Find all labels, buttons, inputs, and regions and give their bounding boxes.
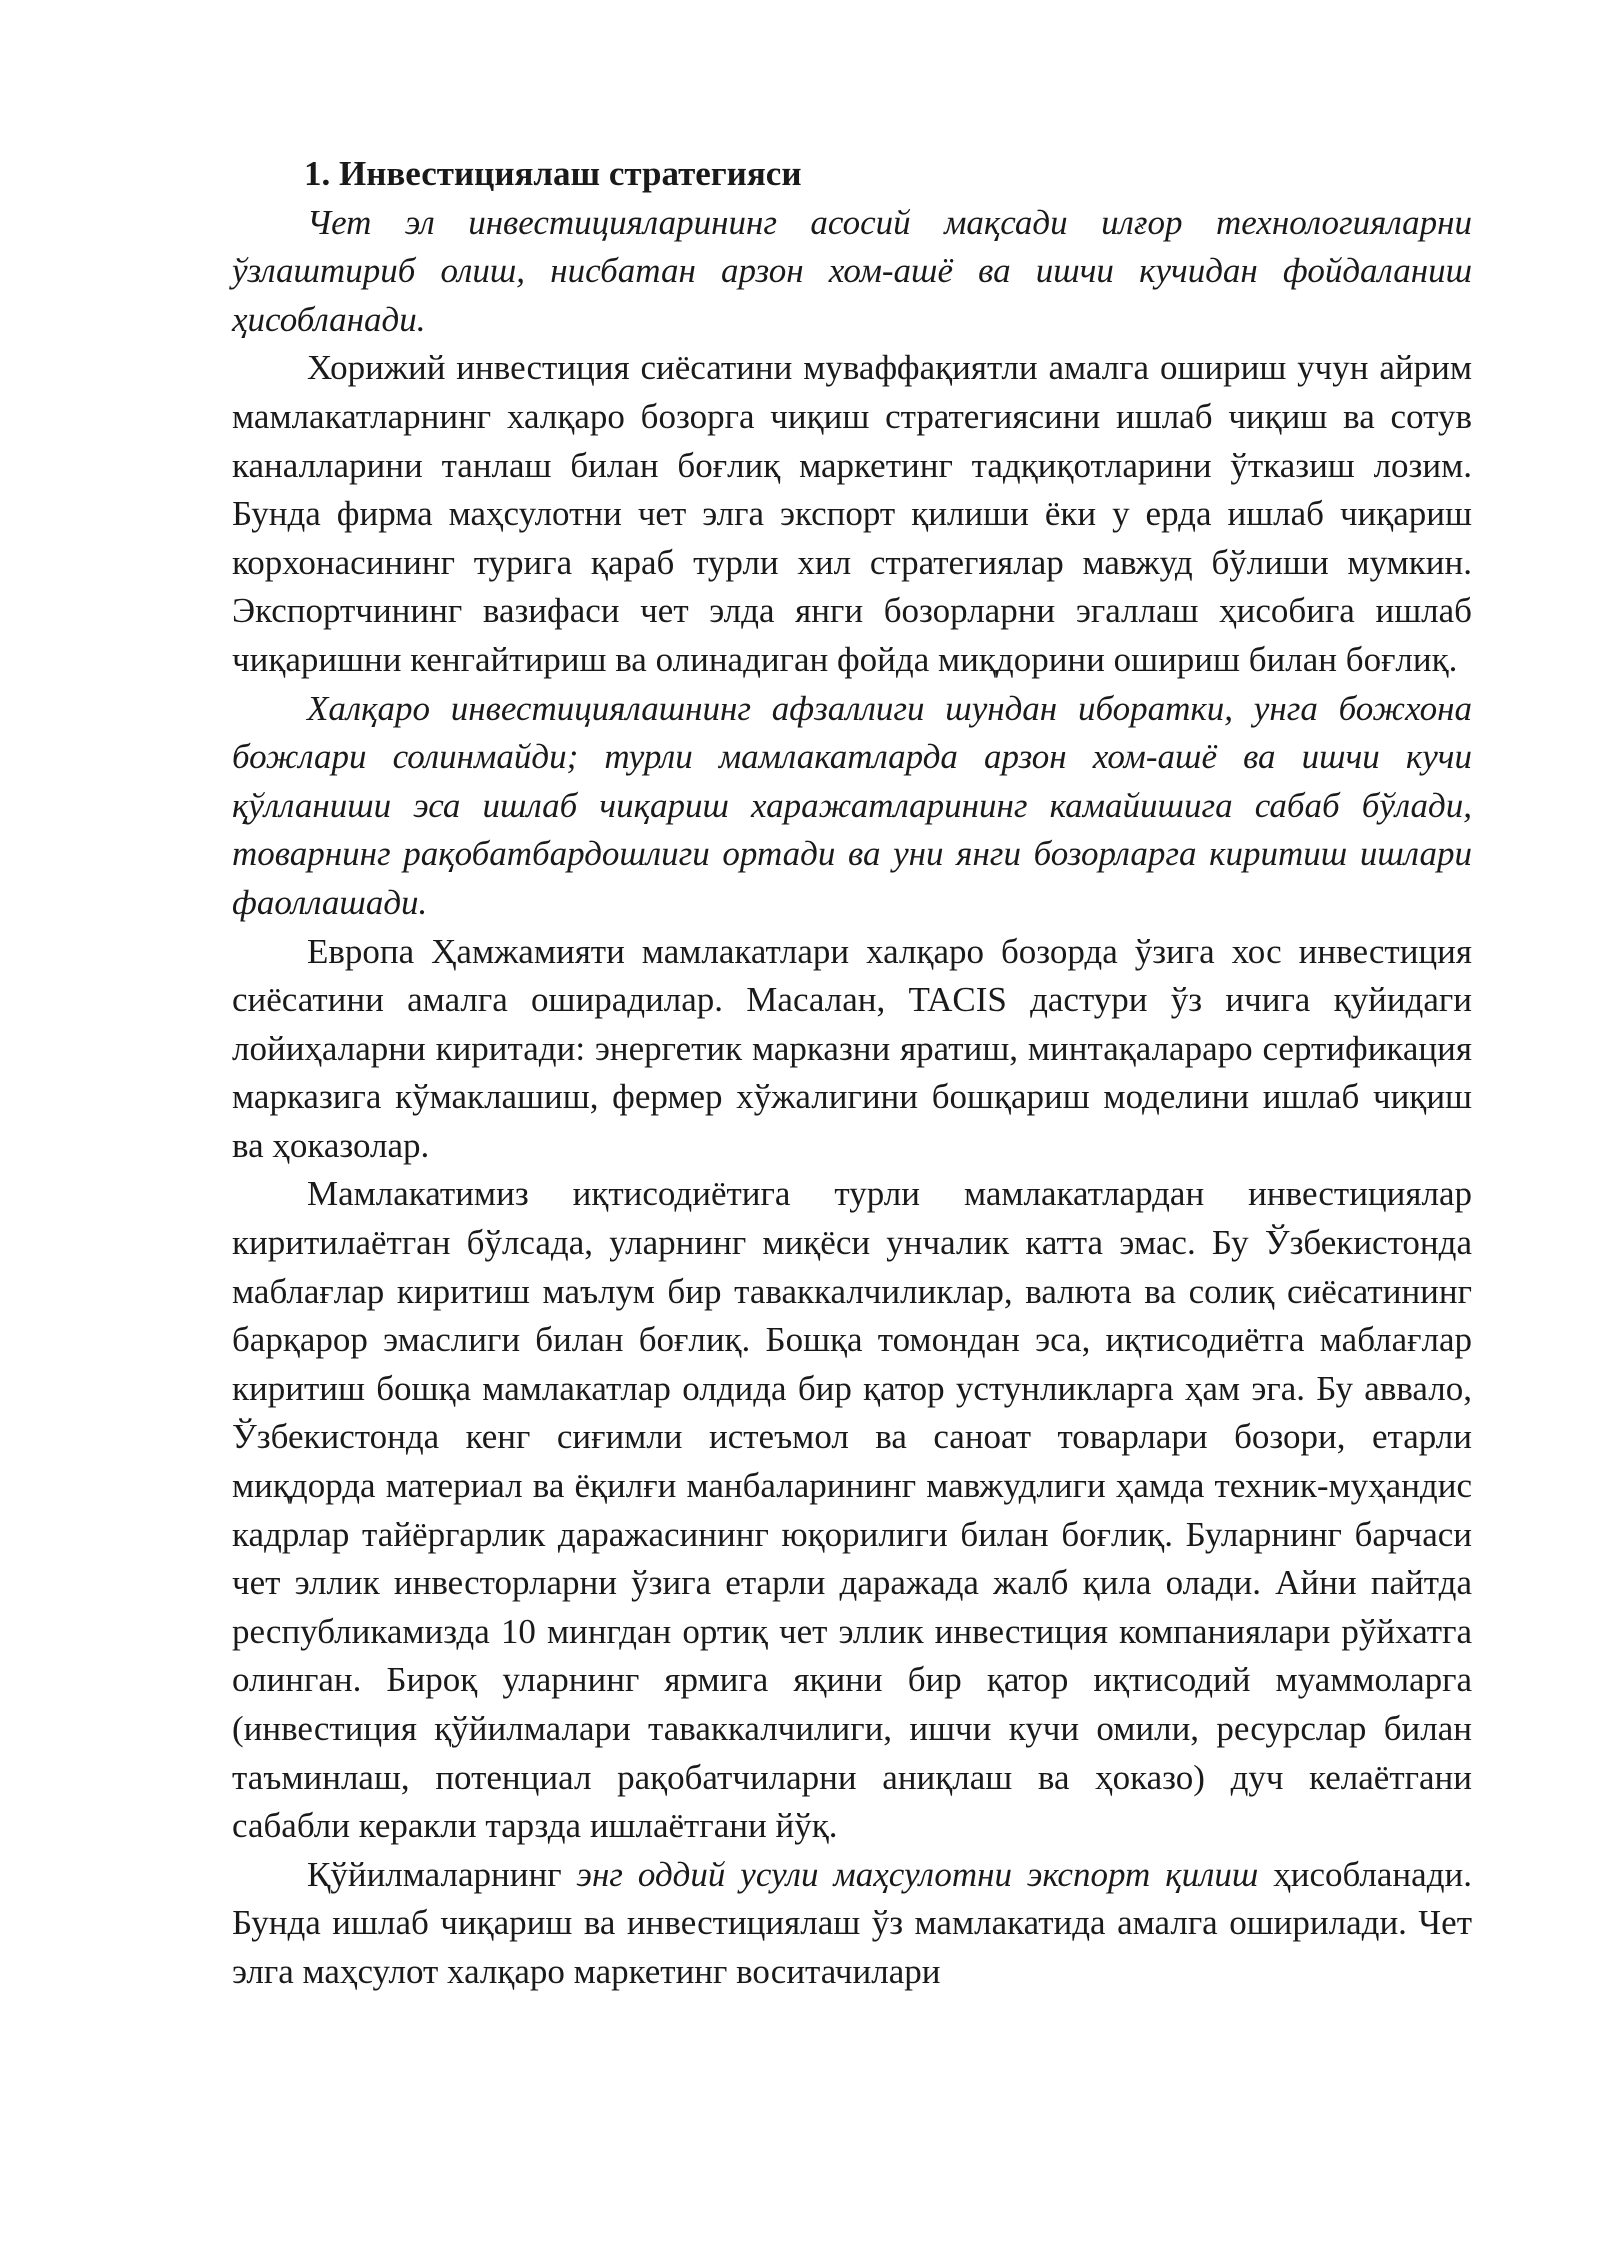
document-page (232, 150, 1472, 1997)
paragraph-6-start: Қўйилмаларнинг (307, 1854, 577, 1894)
paragraph-5: Мамлакатимиз иқтисодиётига турли мамлакатлардан инвестициялар киритилаётган бўлсада, уларнинг миқёси унчалик катта эмас. Бу Ўзбекистонда маблағлар киритиш маълум бир таваккалчиликлар, валюта ва солиқ сиёсатининг барқарор эмаслиги билан боғлиқ. Бошқа томондан эса, иқтисодиётга маблағлар киритиш бошқа мамлакатлар олдида бир қатор устунликларга ҳам эга. Бу аввало, Ўзбекистонда кенг сиғимли истеъмол ва саноат товарлари бозори, етарли миқдорда материал ва ёқилғи манбаларининг мавжудлиги ҳамда техник-муҳандис кадрлар тайёргарлик даражасининг юқорилиги билан боғлиқ. Буларнинг барчаси чет эллик инвесторларни ўзига етарли даражада жалб қила олади. Айни пайтда республикамизда 10 мингдан ортиқ чет эллик инвестиция компаниялари рўйхатга олинган. Бироқ уларнинг ярмига яқини бир қатор иқтисодий муаммоларга (инвестиция қўйилмалари таваккалчилиги, ишчи кучи омили, ресурслар билан таъминлаш, потенциал рақобатчиларни аниқлаш ва ҳоказо) дуч келаётгани сабабли керакли тарзда ишлаётгани йўқ. (232, 1174, 1472, 1846)
section-heading: 1. Инвестициялаш стратегияси (304, 154, 802, 193)
paragraph-3: Халқаро инвестициялашнинг афзаллиги шундан иборатки, унга божхона божлари солинмайди; турли мамлакатларда арзон хом-ашё ва ишчи кучи қўлланиши эса ишлаб чиқариш харажатларининг камайишига сабаб бўлади, товарнинг рақобатбардошлиги ортади ва уни янги бозорларга киритиш ишлари фаоллашади. (232, 688, 1472, 922)
paragraph-4: Европа Ҳамжамияти мамлакатлари халқаро бозорда ўзига хос инвестиция сиёсатини амалга оширадилар. Масалан, TACIS дастури ўз ичига қуйидаги лойиҳаларни киритади: энергетик марказни яратиш, минтақалараро сертификация марказига кўмаклашиш, фермер хўжалигини бошқариш моделини ишлаб чиқиш ва ҳоказолар. (232, 931, 1472, 1165)
paragraph-1: Чет эл инвестицияларининг асосий мақсади илғор технологияларни ўзлаштириб олиш, нисбатан арзон хом-ашё ва ишчи кучидан фойдаланиш ҳисобланади. (232, 202, 1472, 339)
paragraph-6-emphasis: энг оддий усули маҳсулотни экспорт қилиш (576, 1854, 1259, 1894)
paragraph-2: Хорижий инвестиция сиёсатини муваффақиятли амалга ошириш учун айрим мамлакатларнинг халқаро бозорга чиқиш стратегиясини ишлаб чиқиш ва сотув каналларини танлаш билан боғлиқ маркетинг тадқиқотларини ўтказиш лозим. Бунда фирма маҳсулотни чет элга экспорт қилиши ёки у ерда ишлаб чиқариш корхонасининг турига қараб турли хил стратегиялар мавжуд бўлиши мумкин. Экспортчининг вазифаси чет элда янги бозорларни эгаллаш ҳисобига ишлаб чиқаришни кенгайтириш ва олинадиган фойда миқдорини ошириш билан боғлиқ. (232, 348, 1472, 679)
paragraph-6-end: ҳисобланади. Бунда ишлаб чиқариш ва инвестициялаш ўз мамлакатида амалга оширилади. Чет элга маҳсулот халқаро маркетинг воситачилари (232, 1854, 1472, 1991)
paragraph-6 (232, 1851, 1472, 1997)
